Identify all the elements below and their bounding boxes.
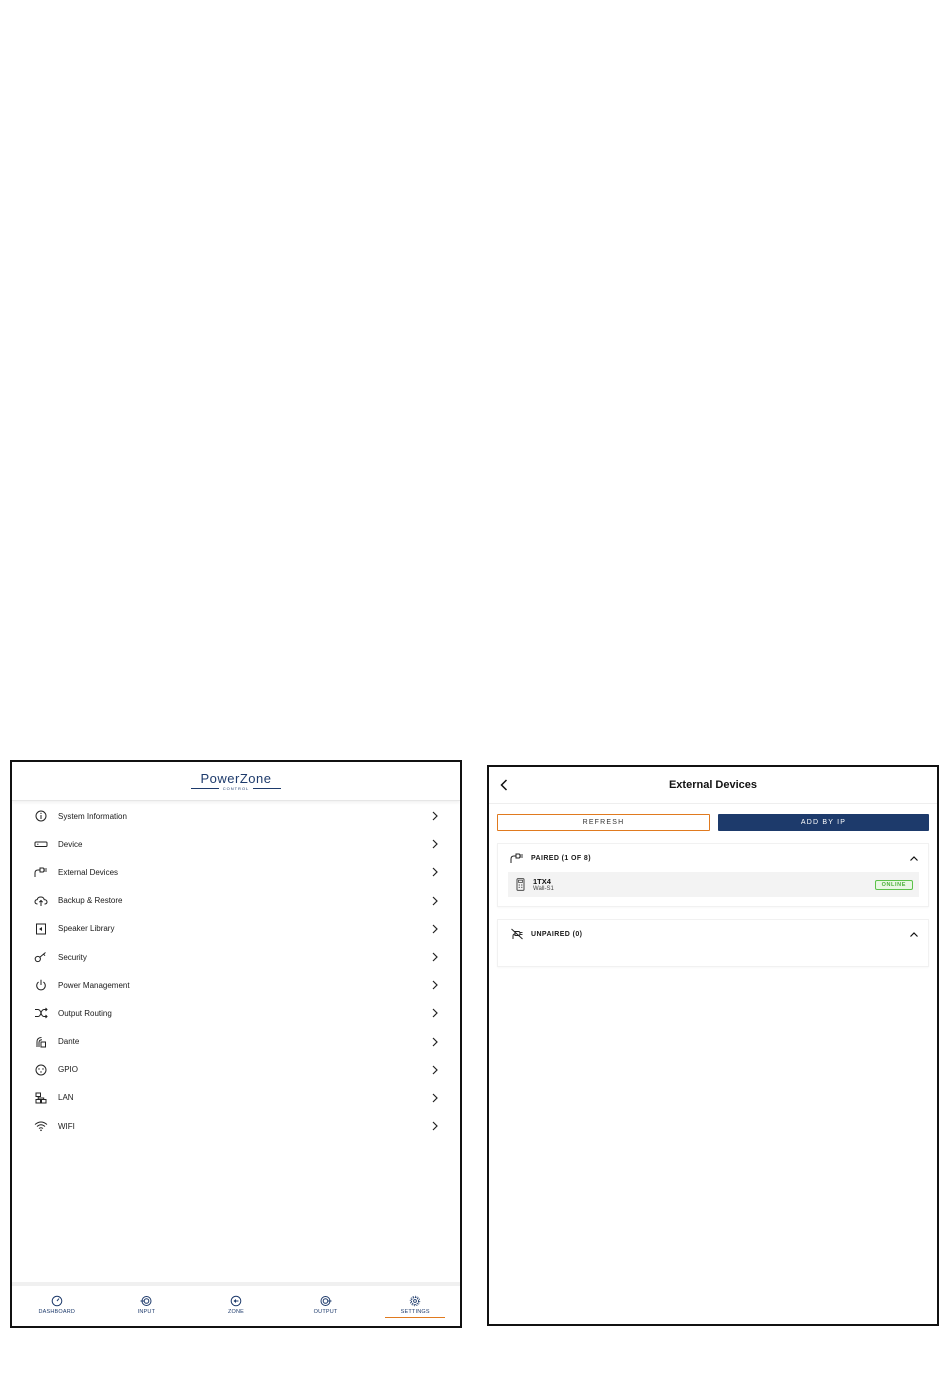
chevron-right-icon: [428, 1119, 442, 1133]
paired-section: [497, 843, 929, 907]
status-badge: ONLINE: [875, 880, 913, 890]
menu-label: Security: [58, 952, 87, 962]
output-icon: [320, 1295, 332, 1307]
paired-section-header[interactable]: [498, 844, 928, 872]
action-buttons: [489, 804, 937, 831]
menu-item-backup-restore[interactable]: [12, 887, 460, 915]
menu-item-security[interactable]: [12, 943, 460, 971]
plug-icon: [34, 865, 48, 879]
chevron-right-icon: [428, 837, 442, 851]
nav-dashboard[interactable]: [27, 1295, 87, 1317]
chevron-right-icon: [428, 1006, 442, 1020]
screen-header: [489, 767, 937, 804]
chevron-right-icon: [428, 809, 442, 823]
speaker-icon: [34, 922, 48, 936]
gauge-icon: [51, 1295, 63, 1307]
chevron-right-icon: [428, 1035, 442, 1049]
key-icon: [34, 950, 48, 964]
menu-item-wifi[interactable]: [12, 1112, 460, 1140]
app-header: [12, 762, 460, 801]
menu-item-lan[interactable]: [12, 1084, 460, 1112]
device-info: [533, 877, 875, 893]
chevron-right-icon: [428, 865, 442, 879]
plug-icon: [510, 851, 524, 865]
logo-subtitle-text: CONTROL: [222, 785, 250, 791]
menu-item-dante[interactable]: [12, 1028, 460, 1056]
nav-label: DASHBOARD: [38, 1309, 76, 1315]
logo-title: PowerZone: [200, 770, 272, 786]
add-by-ip-button[interactable]: ADD BY IP: [718, 814, 929, 831]
menu-item-external-devices[interactable]: [12, 858, 460, 886]
nav-input[interactable]: [116, 1295, 176, 1317]
remote-device-icon: [514, 878, 526, 892]
nav-label: OUTPUT: [313, 1309, 338, 1315]
dante-icon: [34, 1035, 48, 1049]
chevron-right-icon: [428, 922, 442, 936]
paired-title: PAIRED (1 OF 8): [531, 854, 591, 862]
menu-label: WIFI: [58, 1121, 75, 1131]
unplugged-icon: [510, 927, 524, 941]
unpaired-title: UNPAIRED (0): [531, 930, 583, 938]
chevron-left-icon: [500, 779, 508, 791]
page-title: External Devices: [668, 779, 758, 791]
unpaired-section: [497, 919, 929, 967]
device-location: Wall-S1: [533, 885, 554, 892]
nav-label: SETTINGS: [400, 1308, 430, 1315]
refresh-button[interactable]: REFRESH: [497, 814, 710, 831]
nav-output[interactable]: [296, 1295, 356, 1317]
device-row[interactable]: [508, 872, 919, 897]
chevron-right-icon: [428, 894, 442, 908]
lan-icon: [34, 1091, 48, 1105]
menu-label: Power Management: [58, 980, 130, 990]
back-button[interactable]: [497, 777, 511, 793]
device-name: 1TX4: [533, 876, 551, 886]
bottom-nav: [12, 1282, 460, 1326]
power-icon: [34, 978, 48, 992]
chevron-right-icon: [428, 950, 442, 964]
menu-label: Backup & Restore: [58, 896, 123, 906]
menu-label: LAN: [58, 1093, 74, 1103]
settings-menu: [12, 802, 460, 1140]
menu-label: External Devices: [58, 867, 119, 877]
shuffle-icon: [34, 1006, 48, 1020]
menu-item-gpio[interactable]: [12, 1056, 460, 1084]
menu-label: Device: [58, 839, 83, 849]
chevron-up-icon[interactable]: [908, 928, 920, 940]
menu-item-speaker-library[interactable]: [12, 915, 460, 943]
menu-label: GPIO: [58, 1065, 79, 1075]
gpio-icon: [34, 1063, 48, 1077]
gear-icon: [409, 1295, 421, 1307]
external-devices-screen: [487, 765, 939, 1326]
info-icon: [34, 809, 48, 823]
nav-label: ZONE: [227, 1309, 245, 1315]
menu-label: Output Routing: [58, 1008, 112, 1018]
chevron-up-icon[interactable]: [908, 852, 920, 864]
chevron-right-icon: [428, 1063, 442, 1077]
menu-label: Speaker Library: [58, 924, 115, 934]
wifi-icon: [34, 1119, 48, 1133]
unpaired-section-header[interactable]: [498, 920, 928, 948]
nav-label: INPUT: [137, 1309, 156, 1315]
nav-settings[interactable]: [385, 1295, 445, 1318]
settings-screen: [10, 760, 462, 1328]
menu-label: Dante: [58, 1037, 80, 1047]
input-icon: [140, 1295, 152, 1307]
unpaired-list: [498, 948, 928, 966]
chevron-right-icon: [428, 978, 442, 992]
menu-label: System Information: [58, 811, 127, 821]
device-icon: [34, 837, 48, 851]
menu-item-system-information[interactable]: [12, 802, 460, 830]
zone-icon: [230, 1295, 242, 1307]
logo-subtitle: [191, 786, 282, 791]
cloud-upload-icon: [34, 894, 48, 908]
nav-zone[interactable]: [206, 1295, 266, 1317]
menu-item-output-routing[interactable]: [12, 999, 460, 1027]
chevron-right-icon: [428, 1091, 442, 1105]
menu-item-power-management[interactable]: [12, 971, 460, 999]
menu-item-device[interactable]: [12, 830, 460, 858]
